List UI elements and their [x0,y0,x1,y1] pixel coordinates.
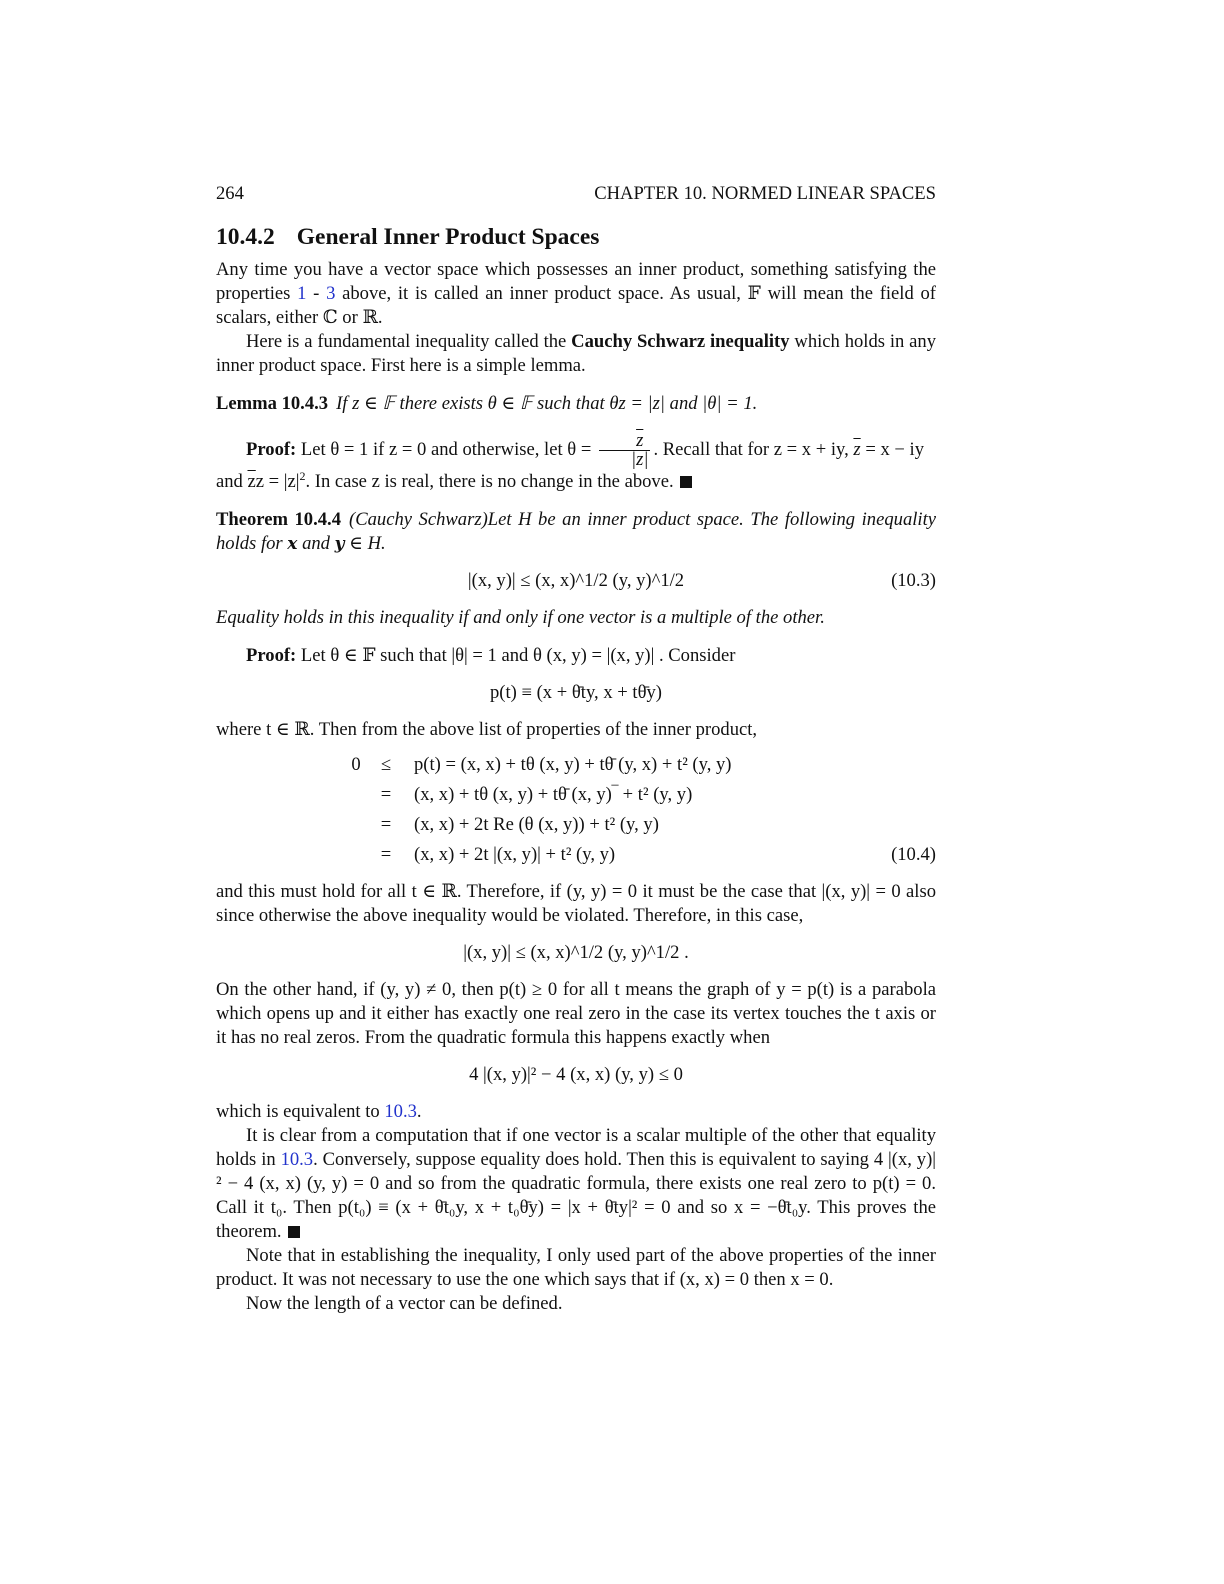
paragraph-zero-case: and this must hold for all t ∈ ℝ. Therefore, if (y, y) = 0 it must be the case that |(x, y)| = 0 also since otherwise the above inequality would be violated. Therefore, in this case, [216,881,936,926]
theta-fraction: $\frac{\overline{z}}{|z|}$ [599,432,650,469]
proof-continue: where t ∈ ℝ. Then from the above list of properties of the inner product, [216,719,758,740]
ref-equation-10-3[interactable]: 10.3 [384,1101,417,1122]
term-cauchy-schwarz: Cauchy Schwarz inequality [571,331,790,352]
paragraph-equivalent: which is equivalent to 10.3. [216,1101,422,1122]
equation-number: (10.3) [891,570,936,591]
equation-number: (10.4) [891,844,936,865]
proof-label: Proof: [246,439,297,460]
equation-10-3: |(x, y)| ≤ (x, x)^1/2 (y, y)^1/2 (10.3) [216,568,936,594]
discriminant-display: 4 |(x, y)|² − 4 (x, x) (y, y) ≤ 0 [469,1064,683,1085]
running-header [216,182,936,208]
qed-icon [288,1226,300,1238]
page-number: 264 [216,183,244,204]
theorem-equality-statement: Equality holds in this inequality if and only if one vector is a multiple of the other. [216,607,825,628]
lemma-label: Lemma 10.4.3 [216,393,329,414]
ref-property-1[interactable]: 1 [297,283,307,304]
aligned-equations [216,750,936,870]
lemma-proof-end: and $\overline{z}z = |z|^2$. In case z is real, there is no change in the above. [216,470,936,494]
align-row: = (x, x) + 2t Re (θ (x, y)) + t² (y, y) [380,814,659,835]
theorem-proof: Proof: Let θ ∈ 𝔽 such that |θ| = 1 and θ (x, y) = |(x, y)| . Consider [246,645,736,666]
lemma-statement: If z ∈ 𝔽 there exists θ ∈ 𝔽 such that θz = |z| and |θ| = 1. [336,393,758,414]
ref-equation-10-3[interactable]: 10.3 [280,1149,314,1170]
paragraph-equality-case: It is clear from a computation that if one vector is a scalar multiple of the other that equality holds in 10.3. Conversely, suppose equality does hold. Then this is equivalent to saying 4 |(x, y)|² − 4 (x, x) (y, y) = 0 and so from the quadratic formula, there exists one real zero to p(t) = 0. Call it t₀. Then p(t₀) ≡ (x + θ̄t₀y, x + t₀θ̄y) = |x + θ̄ty|² = 0 and so x = −θ̄t₀y. This proves the theorem. [216,1125,936,1242]
align-row: = (x, x) + tθ (x, y) + tθ̄ (x, y)‾ + t² (y, y) [380,784,693,805]
intro-paragraph: Any time you have a vector space which possesses an inner product, something satisfying the properties 1 - 3 above, it is called an inner product space. As usual, 𝔽 will mean the field of scalars, either ℂ or ℝ. [216,259,936,328]
align-row: = (x, x) + 2t |(x, y)| + t² (y, y) (10.4) [216,840,936,870]
page [216,182,936,1316]
section-heading [216,222,936,252]
ref-property-3[interactable]: 3 [326,283,336,304]
theorem: Theorem 10.4.4 (Cauchy Schwarz)Let H be an inner product space. The following inequality holds for x and y ∈ H. [216,509,936,554]
cauchy-intro-paragraph: Here is a fundamental inequality called the Cauchy Schwarz inequality which holds in any inner product space. First here is a simple lemma. [216,331,937,376]
paragraph-parabola: On the other hand, if (y, y) ≠ 0, then p(t) ≥ 0 for all t means the graph of y = p(t) is a parabola which opens up and it either has exactly one real zero in the case its vertex touches the t axis or it has no real zeros. From the quadratic formula this happens exactly when [216,979,936,1048]
p-definition: p(t) ≡ (x + θ̄ty, x + tθ̄y) [489,682,662,703]
section-number: 10.4.2 [216,224,275,250]
qed-icon [680,476,692,488]
align-row: 0 ≤ p(t) = (x, x) + tθ (x, y) + tθ̄ (y, x) + t² (y, y) [351,754,732,775]
lemma [216,392,936,416]
section-title: General Inner Product Spaces [296,224,600,250]
theorem-label: Theorem 10.4.4 [216,509,341,530]
paragraph-length: Now the length of a vector can be defined. [246,1293,563,1314]
inequality-display: |(x, y)| ≤ (x, x)^1/2 (y, y)^1/2 . [463,942,689,963]
chapter-title: CHAPTER 10. NORMED LINEAR SPACES [594,183,936,204]
paragraph-note: Note that in establishing the inequality, I only used part of the above properties of the inner product. It was not necessary to use the one which says that if (x, x) = 0 then x = 0. [216,1245,936,1290]
lemma-proof: Proof: Let θ = 1 if z = 0 and otherwise, let θ = $\frac{\overline{z}}{|z|}$ . Recall that for z = x + iy, $\overline{z} = x$ − iy [246,430,924,471]
